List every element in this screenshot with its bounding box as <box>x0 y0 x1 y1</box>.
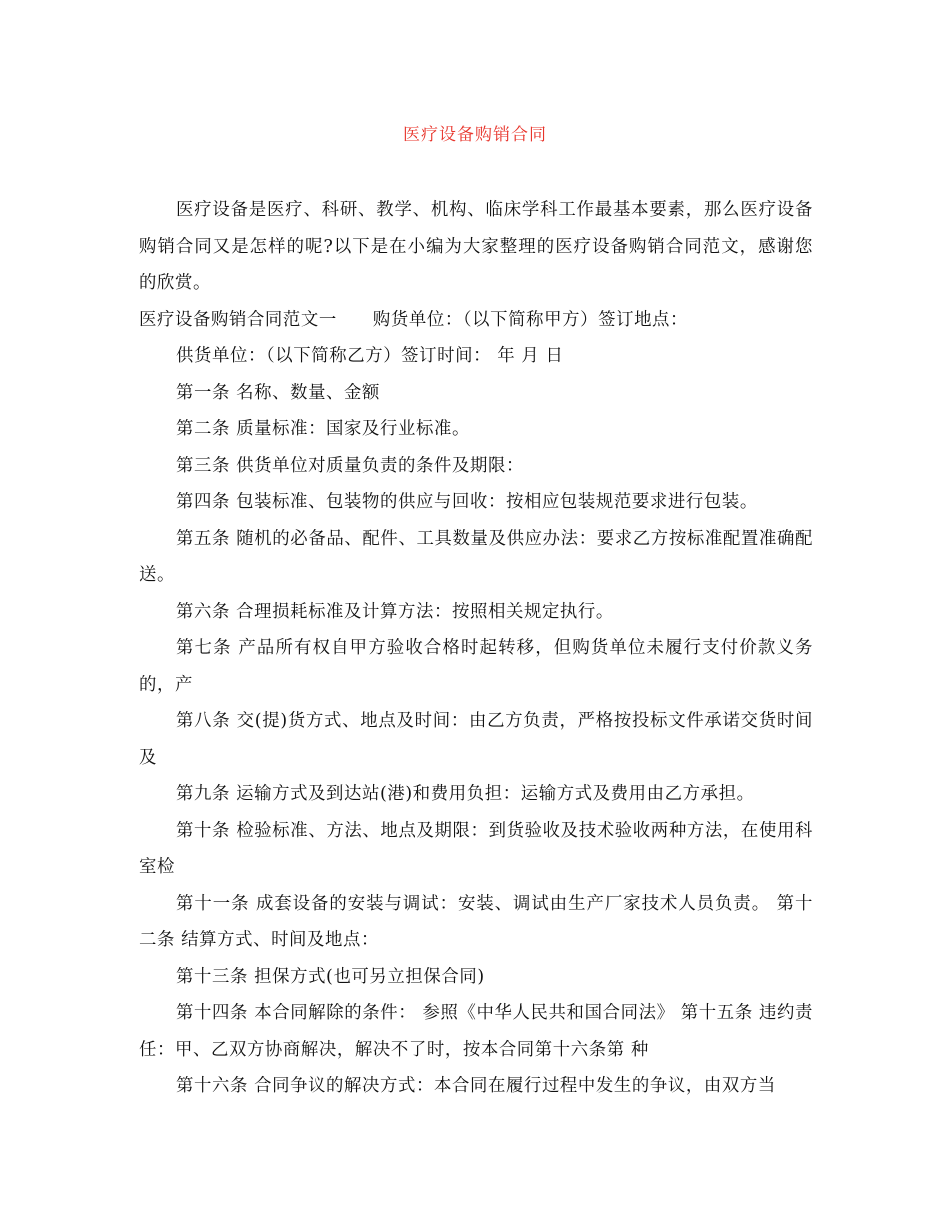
clause-4: 第四条 包装标准、包装物的供应与回收：按相应包装规范要求进行包装。 <box>176 492 758 512</box>
clause-3: 第三条 供货单位对质量负责的条件及期限： <box>176 455 524 476</box>
sample-heading-line <box>139 302 813 339</box>
document-body <box>139 192 813 1105</box>
clause-9: 第九条 运输方式及到达站(港)和费用负担：运输方式及费用由乙方承担。 <box>176 784 755 804</box>
clause-6: 第六条 合理损耗标准及计算方法：按照相关规定执行。 <box>176 601 614 622</box>
clause-14-15: 第十四条 本合同解除的条件： 参照《中华人民共和国合同法》 第十五条 违约责任：甲、乙双方协商解决，解决不了时，按本合同第十六条第 种 <box>139 1003 813 1060</box>
clause-2: 第二条 质量标准：国家及行业标准。 <box>176 419 470 439</box>
clause-7: 第七条 产品所有权自甲方验收合格时起转移，但购货单位未履行支付价款义务的，产 <box>139 638 813 695</box>
clause-13: 第十三条 担保方式(也可另立担保合同) <box>176 966 485 987</box>
buyer-line: 购货单位：（以下简称甲方）签订地点： <box>372 309 689 330</box>
intro-paragraph: 医疗设备是医疗、科研、教学、机构、临床学科工作最基本要素，那么医疗设备购销合同又是怎样的呢?以下是在小编为大家整理的医疗设备购销合同范文，感谢您的欣赏。 <box>139 200 813 293</box>
clause-16: 第十六条 合同争议的解决方式：本合同在履行过程中发生的争议，由双方当 <box>176 1076 776 1096</box>
clause-11-12: 第十一条 成套设备的安装与调试：安装、调试由生产厂家技术人员负责。 第十二条 结算方式、时间及地点： <box>139 893 813 950</box>
clause-5: 第五条 随机的必备品、配件、工具数量及供应办法：要求乙方按标准配置准确配送。 <box>139 528 813 585</box>
document-title: 医疗设备购销合同 <box>403 125 547 145</box>
clause-8: 第八条 交(提)货方式、地点及时间：由乙方负责，严格按投标文件承诺交货时间及 <box>139 711 813 768</box>
supplier-line: 供货单位：（以下简称乙方）签订时间： 年 月 日 <box>176 346 564 366</box>
clause-10: 第十条 检验标准、方法、地点及期限：到货验收及技术验收两种方法，在使用科室检 <box>139 820 813 877</box>
clause-1: 第一条 名称、数量、金额 <box>176 382 381 403</box>
sample-heading: 医疗设备购销合同范文一 <box>139 309 337 330</box>
